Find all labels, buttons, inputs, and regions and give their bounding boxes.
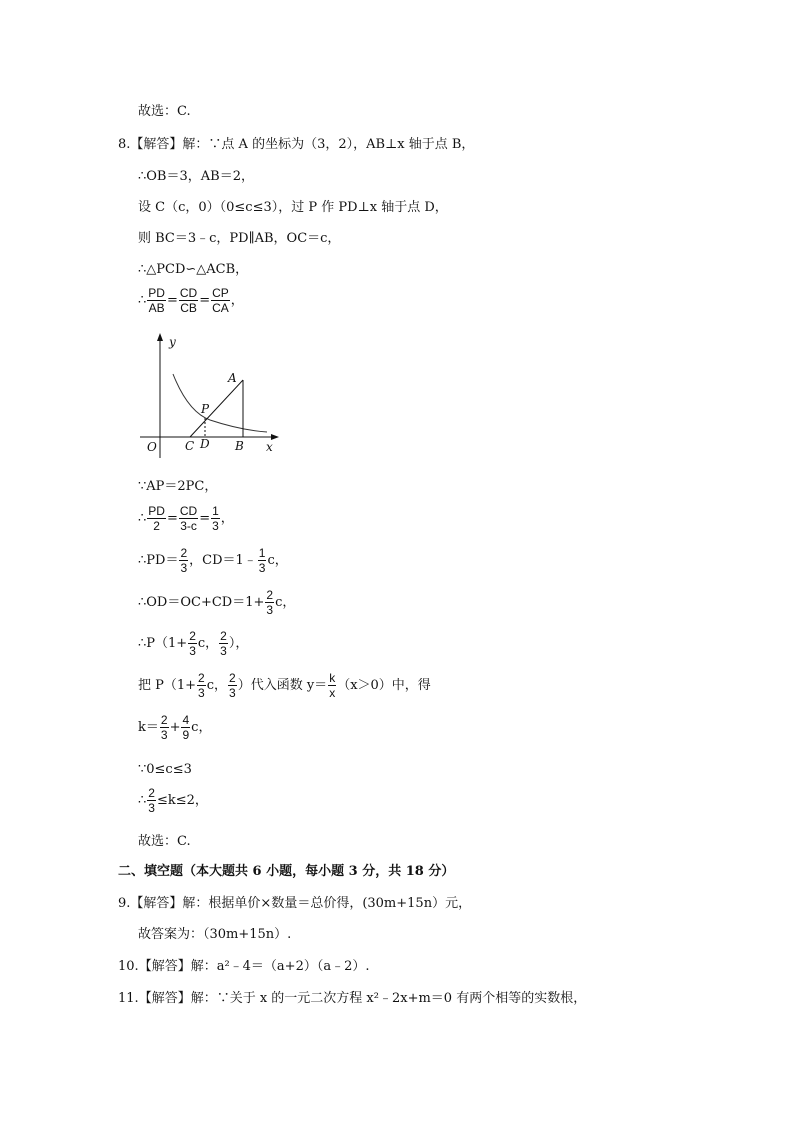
frac-num: 2 <box>180 546 188 560</box>
frac-den: 3 <box>229 686 236 700</box>
coordinate-graph <box>140 330 290 460</box>
frac-den: 3-c <box>180 519 197 533</box>
text-part: c， <box>197 636 219 651</box>
frac <box>258 546 267 575</box>
q11-number: 11. <box>118 991 139 1006</box>
q8-line7 <box>138 546 288 575</box>
frac <box>160 713 169 742</box>
frac <box>188 629 197 658</box>
frac-den: x <box>329 686 336 700</box>
ratio2-suffix: ， <box>220 511 234 526</box>
frac-num: k <box>329 671 336 685</box>
frac-num: 2 <box>160 713 168 727</box>
q8-ratio1 <box>138 286 244 315</box>
frac-num: 2 <box>198 671 205 685</box>
frac-num: 4 <box>182 713 190 727</box>
frac-num: CD <box>179 504 198 518</box>
q8-line8 <box>138 588 295 617</box>
q8-line5: ∴△PCD∽△ACB， <box>138 262 249 277</box>
q9-number: 9. <box>118 896 131 911</box>
frac-den: 3 <box>189 644 196 658</box>
q8-line13 <box>138 786 208 815</box>
frac-num: PD <box>148 286 165 300</box>
frac-den: 3 <box>212 519 219 533</box>
frac-den: AB <box>148 301 165 315</box>
text-part: ∴PD＝ <box>138 553 179 568</box>
q8-line11 <box>138 713 211 742</box>
label-p: P <box>201 402 210 416</box>
text-part: c， <box>275 595 296 610</box>
frac-num: PD <box>148 504 165 518</box>
frac <box>197 671 206 700</box>
frac-den: 3 <box>266 603 274 617</box>
frac-den: 3 <box>180 561 188 575</box>
frac-num: 2 <box>266 588 274 602</box>
text-part: c， <box>267 553 288 568</box>
frac-cd-3c <box>179 504 198 533</box>
equals-sign: = <box>199 293 211 308</box>
frac-den: 3 <box>258 561 266 575</box>
frac-num: 2 <box>229 671 236 685</box>
frac-num: CD <box>179 286 198 300</box>
equals-sign: = <box>199 511 211 526</box>
q7-answer: 故选：C. <box>138 104 191 119</box>
q8-ratio2 <box>138 504 234 533</box>
text-part: 把 P（1+ <box>138 678 197 693</box>
q9-tag: 【解答】 <box>130 896 183 911</box>
frac <box>147 786 156 815</box>
frac-den: 2 <box>153 519 160 533</box>
text-part: ）， <box>228 636 249 651</box>
label-c: C <box>185 439 195 453</box>
q8-answer: 故选：C. <box>138 834 191 849</box>
text-part: k＝ <box>138 720 159 735</box>
frac-cp-ca <box>211 286 230 315</box>
q8-line3: 设 C（c，0）（0≤c≤3），过 P 作 PD⊥x 轴于点 D， <box>138 200 448 215</box>
label-o: O <box>147 440 157 454</box>
text-part: ∴ <box>138 793 147 808</box>
frac-num: 2 <box>220 629 227 643</box>
y-axis-arrow <box>157 333 163 341</box>
equals-sign: = <box>166 511 178 526</box>
frac-den: 9 <box>182 728 190 742</box>
frac-num: CP <box>212 286 229 300</box>
section-heading: 二、填空题（本大题共 6 小题，每小题 3 分，共 18 分） <box>118 864 455 879</box>
text-part: （x＞0）中，得 <box>337 678 431 693</box>
frac-pd-ab <box>147 286 166 315</box>
frac-den: 3 <box>198 686 205 700</box>
q11-line <box>118 991 586 1007</box>
equals-sign: = <box>166 293 178 308</box>
frac-num: 2 <box>189 629 196 643</box>
frac-cd-cb <box>179 286 198 315</box>
frac <box>265 588 274 617</box>
frac-den: CB <box>180 301 197 315</box>
frac-den: 3 <box>220 644 227 658</box>
frac <box>179 546 188 575</box>
frac <box>181 713 190 742</box>
frac-den: 3 <box>160 728 168 742</box>
text-part: ≤k≤2， <box>156 793 208 808</box>
frac-k-x <box>328 671 336 700</box>
q8-number: 8. <box>118 137 131 152</box>
q10-tag: 【解答】 <box>138 959 191 974</box>
q8-line2: ∴OB＝3，AB＝2， <box>138 169 254 184</box>
text-part: c， <box>206 678 228 693</box>
label-y: y <box>169 335 176 349</box>
ratio1-prefix: ∴ <box>138 293 147 308</box>
text-part: + <box>169 720 181 735</box>
label-a: A <box>228 371 237 385</box>
hyperbola-curve <box>173 374 267 432</box>
q11-tag: 【解答】 <box>138 991 191 1006</box>
q8-line12: ∵0≤c≤3 <box>138 762 192 777</box>
ratio2-prefix: ∴ <box>138 511 147 526</box>
q10-text: 解：a²﹣4＝（a+2）（a﹣2）. <box>190 959 370 974</box>
frac-den: CA <box>212 301 229 315</box>
q9-answer: 故答案为：（30m+15n）. <box>138 927 292 942</box>
text-part: c， <box>191 720 212 735</box>
text-part: ，CD＝1﹣ <box>189 553 257 568</box>
text-part: ∴OD＝OC+CD＝1+ <box>138 595 265 610</box>
q8-tag: 【解答】 <box>130 137 183 152</box>
frac-num: 1 <box>212 504 219 518</box>
ratio1-suffix: ， <box>230 293 244 308</box>
label-d: D <box>200 437 210 451</box>
q8-line6: ∵AP＝2PC， <box>138 479 218 494</box>
q8-line9 <box>138 629 248 658</box>
frac-num: 2 <box>148 786 155 800</box>
frac-1-3 <box>211 504 220 533</box>
q9-text: 解：根据单价×数量＝总价得，(30m+15n）元， <box>182 896 472 911</box>
q8-intro: 解：∵点 A 的坐标为（3，2），AB⊥x 轴于点 B， <box>182 137 475 152</box>
segment-ca <box>190 380 243 437</box>
q8-intro-line <box>118 137 474 153</box>
label-x: x <box>266 440 273 454</box>
label-b: B <box>235 439 244 453</box>
q8-line4: 则 BC＝3﹣c，PD∥AB，OC＝c， <box>138 231 341 246</box>
q8-line10 <box>138 671 431 700</box>
q10-line <box>118 959 370 975</box>
frac-num: 1 <box>258 546 266 560</box>
frac <box>219 629 228 658</box>
frac <box>228 671 237 700</box>
frac-pd-2 <box>147 504 166 533</box>
q10-number: 10. <box>118 959 139 974</box>
q9-line <box>118 896 471 912</box>
text-part: ）代入函数 y＝ <box>237 678 328 693</box>
text-part: ∴P（1+ <box>138 636 188 651</box>
frac-den: 3 <box>148 801 155 815</box>
q11-text: 解：∵关于 x 的一元二次方程 x²﹣2x+m＝0 有两个相等的实数根， <box>190 991 587 1006</box>
